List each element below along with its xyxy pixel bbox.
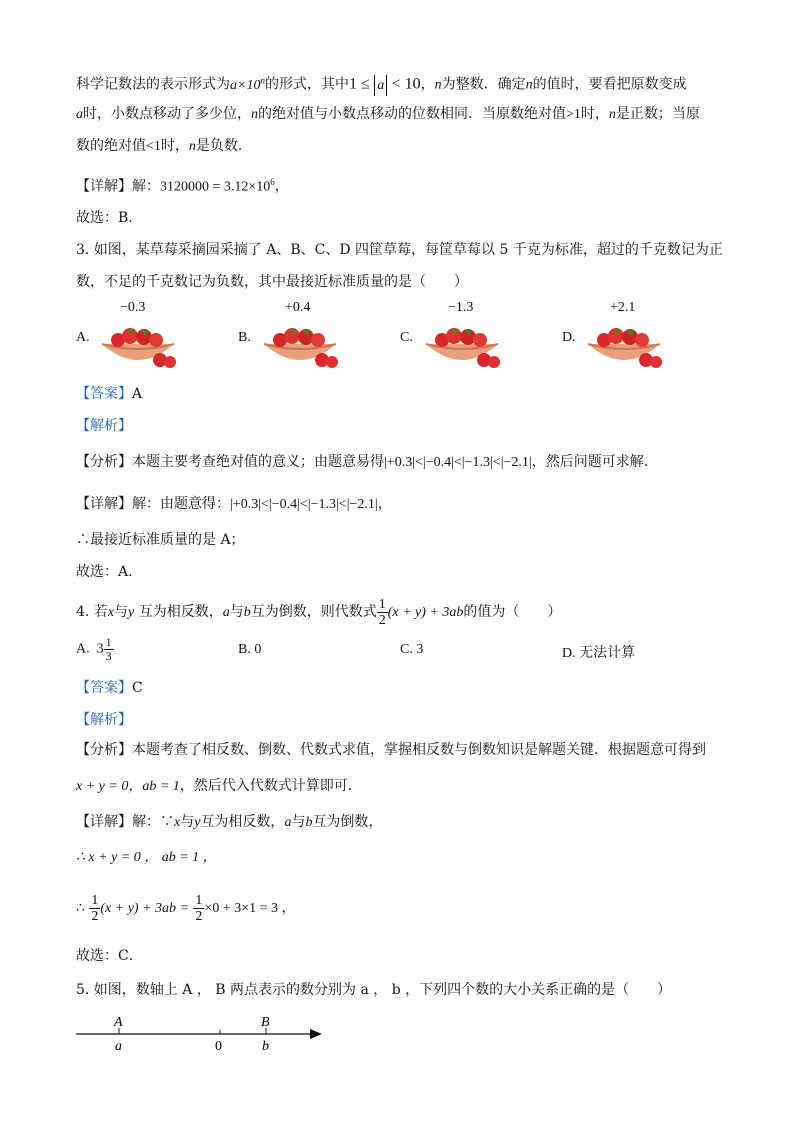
q4-answer: 【答案】C — [76, 680, 143, 696]
strawberry-basket-icon — [98, 326, 178, 370]
q4-option-a: A. 3 $\frac{1}{3}$ — [76, 635, 112, 663]
point-A-label: A — [114, 1015, 123, 1030]
q3-option-a-value: −0.3 — [120, 300, 146, 315]
q3-analysis-label: 【解析】 — [76, 418, 132, 434]
point-B-label: B — [261, 1015, 270, 1030]
abs-a: a — [374, 75, 387, 96]
q3-option-a-letter: A. — [76, 330, 90, 345]
a-times-10n: $a\times 10^n$ — [230, 75, 265, 93]
q3-option-b-value: +0.4 — [285, 300, 311, 315]
q3-option-c-value: −1.3 — [448, 300, 474, 315]
q4-detail: 【详解】解：∵x与y互为相反数，a与b互为倒数， — [76, 814, 383, 830]
strawberry-basket-icon — [584, 326, 664, 370]
q3-detail: 【详解】解：由题意得：|+0.3|<|−0.4|<|−1.3|<|−2.1|， — [76, 496, 392, 512]
number-line — [70, 1010, 330, 1060]
q4-choose: 故选：C． — [76, 948, 143, 964]
q2-choose: 故选：B． — [76, 210, 143, 226]
point-a-label: a — [115, 1039, 122, 1054]
q3-option-b-letter: B. — [238, 330, 251, 345]
q3-option-d-letter: D. — [562, 330, 576, 345]
q4-option-b: B. 0 — [238, 642, 262, 657]
q3-analysis: 【分析】本题主要考查绝对值的意义；由题意易得|+0.3|<|−0.4|<|−1.3|<|−2.1|，然后问题可求解． — [76, 454, 658, 470]
q3-choose: 故选：A． — [76, 564, 143, 580]
strawberry-basket-icon — [422, 326, 502, 370]
intro-line-1: 科学记数法的表示形式为$a\times 10^n$的形式，其中1 ≤ a < 10，n为整数．确定n的值时，要看把原数变成 — [76, 70, 687, 96]
zero-label: 0 — [215, 1039, 222, 1054]
q3-answer: 【答案】A — [76, 386, 143, 402]
q4-analysis-2: x + y = 0，ab = 1，然后代入代数式计算即可． — [76, 778, 362, 794]
q5-stem: 5. 如图，数轴上 A ， B 两点表示的数分别为 a ， b ，下列四个数的大小关系正确的是（ ） — [76, 982, 672, 998]
q4-analysis-label: 【解析】 — [76, 712, 132, 728]
q4-step-2: ∴ $\frac{1}{2}$ (x + y) + 3ab = $\frac{1}{2}$ ×0 + 3×1 = 3 ， — [76, 892, 296, 924]
q4-stem: 4. 若x与y 互为相反数，a与b互为倒数，则代数式 $\frac{1}{2}$ (x + y) + 3ab的值为（ ） — [76, 596, 562, 628]
q4-step-1: ∴ x + y = 0 ， ab = 1 ， — [76, 850, 217, 865]
q3-option-d-value: +2.1 — [610, 300, 636, 315]
strawberry-basket-icon — [260, 326, 340, 370]
q4-option-c: C. 3 — [400, 642, 424, 657]
point-b-label: b — [262, 1039, 269, 1054]
q4-analysis-1: 【分析】本题考查了相反数、倒数、代数式求值，掌握相反数与倒数知识是解题关键．根据题意可得到 — [76, 742, 706, 758]
q3-stem-2: 数，不足的千克数记为负数，其中最接近标准质量的是（ ） — [76, 274, 468, 290]
q3-stem-1: 3. 如图，某草莓采摘园采摘了 A、B、C、D 四筐草莓，每筐草莓以 5 千克为标准，超过的千克数记为正 — [76, 242, 723, 258]
intro-line-3: 数的绝对值<1时，n是负数． — [76, 138, 252, 154]
q2-detail: 【详解】解：$3120000 = 3.12\times 10^6$， — [76, 177, 289, 195]
intro-line-2: a时，小数点移动了多少位，n的绝对值与小数点移动的位数相同．当原数绝对值>1时，n是正数；当原 — [76, 106, 700, 122]
q3-option-c-letter: C. — [400, 330, 413, 345]
q3-therefore: ∴最接近标准质量的是 A； — [76, 532, 245, 548]
q4-option-d: D. 无法计算 — [562, 646, 636, 661]
half-fraction: $\frac{1}{2}$ — [378, 596, 386, 628]
